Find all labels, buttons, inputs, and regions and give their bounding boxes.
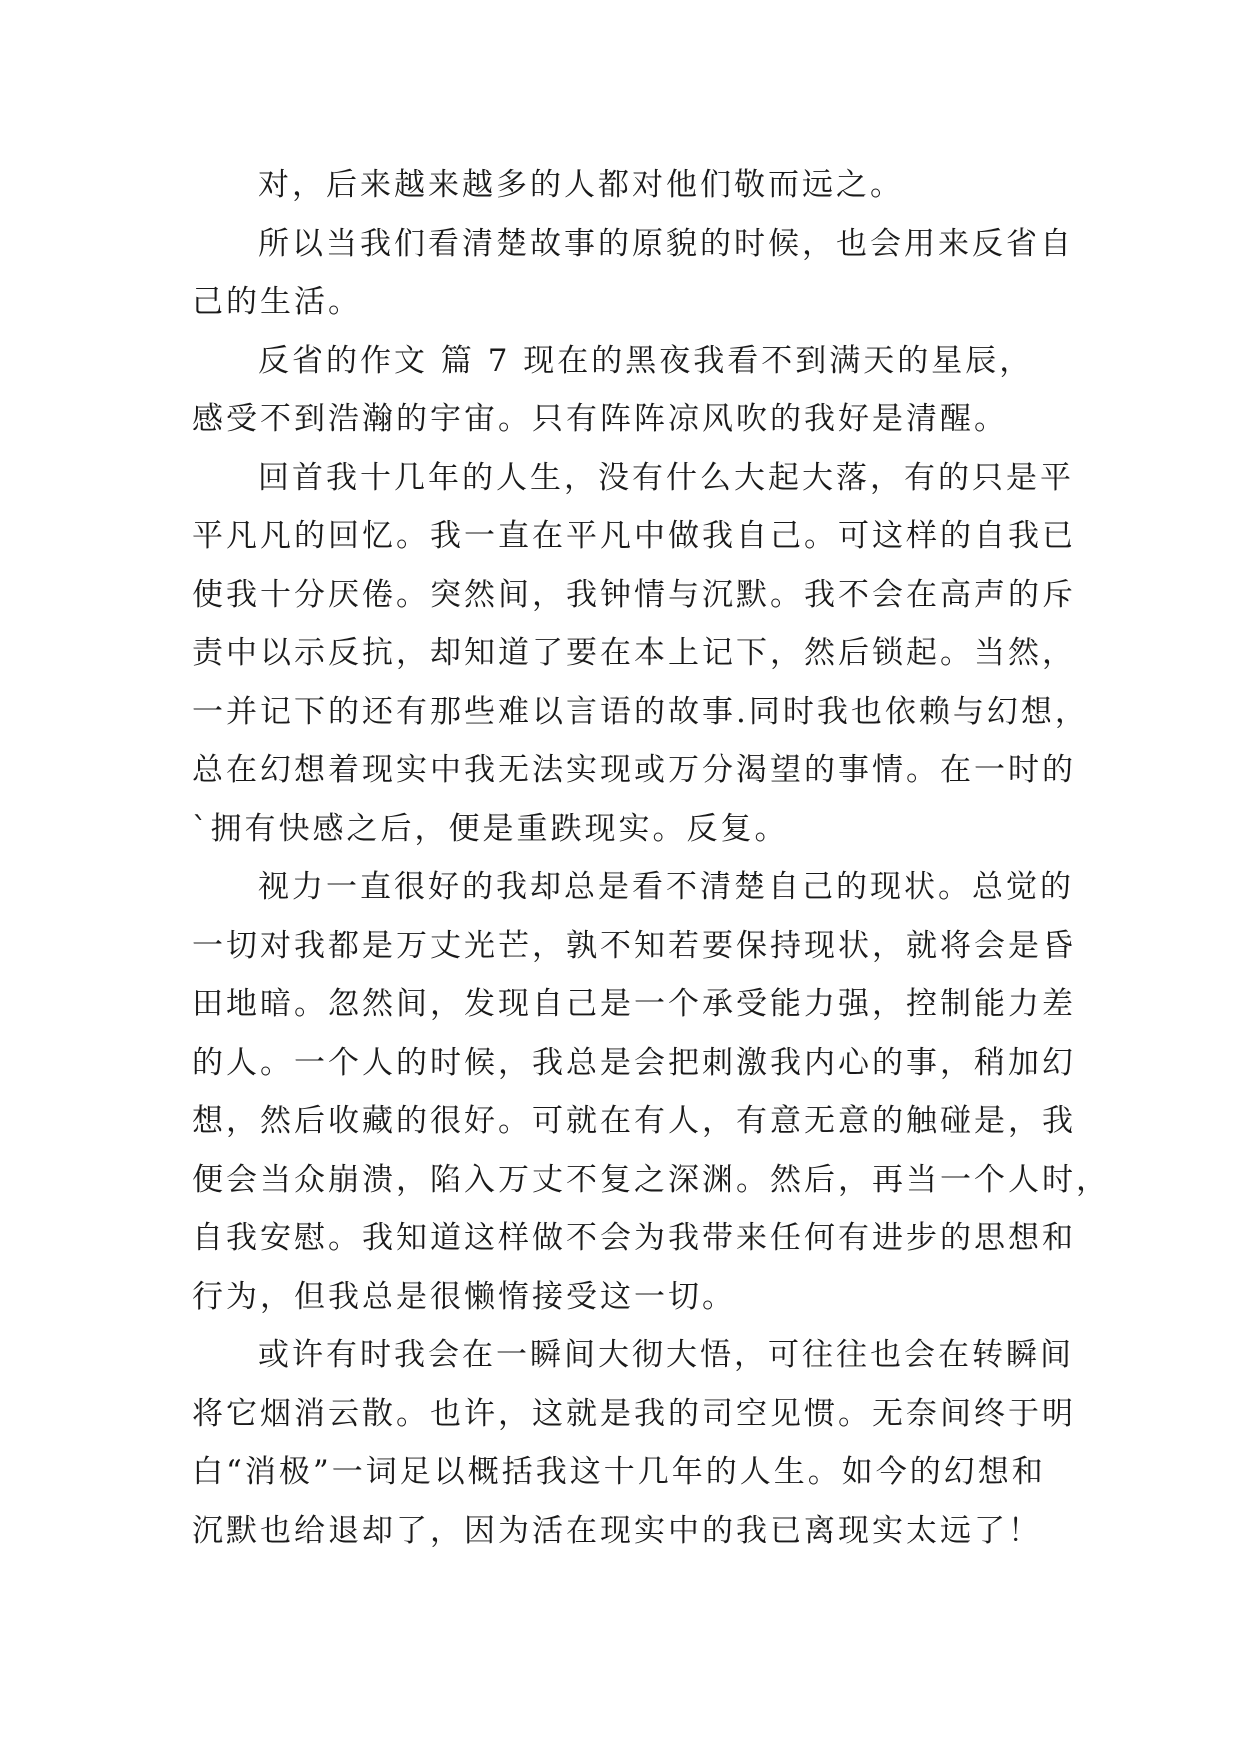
text-line: 反省的作文 篇 7 现在的黑夜我看不到满天的星辰， — [258, 342, 1034, 379]
text-line: 便会当众崩溃，陷入万丈不复之深渊。然后，再当一个人时， — [192, 1161, 1110, 1198]
text-line: 行为，但我总是很懒惰接受这一切。 — [192, 1278, 736, 1315]
text-line: 所以当我们看清楚故事的原貌的时候，也会用来反省自 — [258, 225, 1074, 262]
essay-text — [192, 160, 1110, 1560]
text-line: 一切对我都是万丈光芒，孰不知若要保持现状，就将会是昏 — [192, 927, 1076, 964]
text-line: 沉默也给退却了，因为活在现实中的我已离现实太远了！ — [192, 1512, 1042, 1549]
text-line: 总在幻想着现实中我无法实现或万分渴望的事情。在一时的 — [192, 752, 1076, 788]
text-line: 白“消极”一词足以概括我这十几年的人生。如今的幻想和 — [192, 1454, 1046, 1490]
text-line: 一并记下的还有那些难以言语的故事.同时我也依赖与幻想， — [192, 693, 1089, 730]
text-line: 对，后来越来越多的人都对他们敬而远之。 — [258, 167, 904, 203]
text-line: 想，然后收藏的很好。可就在有人，有意无意的触碰是，我 — [192, 1103, 1076, 1139]
text-line: `拥有快感之后，便是重跌现实。反复。 — [192, 810, 789, 847]
text-line: 的人。一个人的时候，我总是会把刺激我内心的事，稍加幻 — [192, 1044, 1076, 1081]
text-line: 视力一直很好的我却总是看不清楚自己的现状。总觉的 — [258, 869, 1074, 905]
text-line: 责中以示反抗，却知道了要在本上记下，然后锁起。当然， — [192, 635, 1076, 671]
text-line: 感受不到浩瀚的宇宙。只有阵阵凉风吹的我好是清醒。 — [192, 401, 1008, 437]
text-line: 田地暗。忽然间，发现自己是一个承受能力强，控制能力差 — [192, 986, 1076, 1022]
text-line: 己的生活。 — [192, 284, 362, 320]
text-line: 使我十分厌倦。突然间，我钟情与沉默。我不会在高声的斥 — [192, 576, 1076, 613]
text-line: 将它烟消云散。也许，这就是我的司空见惯。无奈间终于明 — [192, 1395, 1076, 1432]
text-line: 自我安慰。我知道这样做不会为我带来任何有进步的思想和 — [192, 1220, 1076, 1256]
text-line: 或许有时我会在一瞬间大彻大悟，可往往也会在转瞬间 — [258, 1337, 1074, 1373]
text-line: 回首我十几年的人生，没有什么大起大落，有的只是平 — [258, 459, 1074, 496]
text-line: 平凡凡的回忆。我一直在平凡中做我自己。可这样的自我已 — [192, 518, 1076, 554]
